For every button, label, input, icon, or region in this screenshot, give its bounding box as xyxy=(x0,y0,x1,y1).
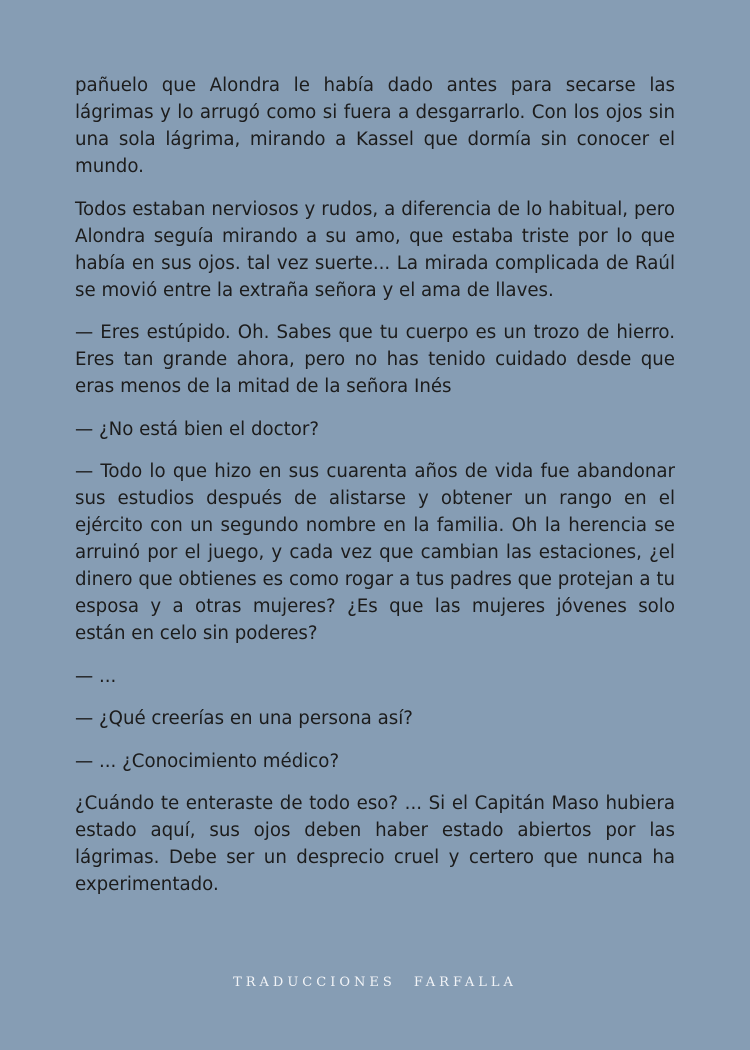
footer-credit: TRADUCCIONES FARFALLA xyxy=(233,975,517,990)
dialogue-paragraph: — Todo lo que hizo en sus cuarenta años de vida fue abandonar sus estudios después de alistarse y obtener un rango en el ejército con un segundo nombre en la familia. Oh la herencia se arruinó por el juego, y cada vez que cambian las estaciones, ¿el dinero que obtienes es como rogar a tus padres que protejan a tu esposa y a otras mujeres? ¿Es que las mujeres jóvenes solo están en celo sin poderes? xyxy=(75,461,675,644)
dialogue-paragraph: — Eres estúpido. Oh. Sabes que tu cuerpo es un trozo de hierro. Eres tan grande ahora, pero no has tenido cuidado desde que eras menos de la mitad de la señora Inés xyxy=(75,322,675,397)
paragraph: ¿Cuándo te enteraste de todo eso? ... Si el Capitán Maso hubiera estado aquí, sus ojos deben haber estado abiertos por las lágrimas. Debe ser un desprecio cruel y certero que nunca ha experimentado. xyxy=(75,793,675,895)
dialogue-paragraph: — ... ¿Conocimiento médico? xyxy=(75,750,340,772)
dialogue-paragraph: — ... xyxy=(75,665,117,687)
dialogue-paragraph: — ¿No está bien el doctor? xyxy=(75,418,320,440)
dialogue-paragraph: — ¿Qué creerías en una persona así? xyxy=(75,708,413,729)
paragraph: Todos estaban nerviosos y rudos, a diferencia de lo habitual, pero Alondra seguía mirando a su amo, que estaba triste por lo que había en sus ojos. tal vez suerte... La mirada complicada de Raúl se movió entre la extraña señora y el ama de llaves. xyxy=(75,198,675,301)
page-body xyxy=(75,72,675,914)
paragraph: pañuelo que Alondra le había dado antes para secarse las lágrimas y lo arrugó como si fuera a desgarrarlo. Con los ojos sin una sola lágrima, mirando a Kassel que dormía sin conocer el mundo. xyxy=(75,75,675,177)
